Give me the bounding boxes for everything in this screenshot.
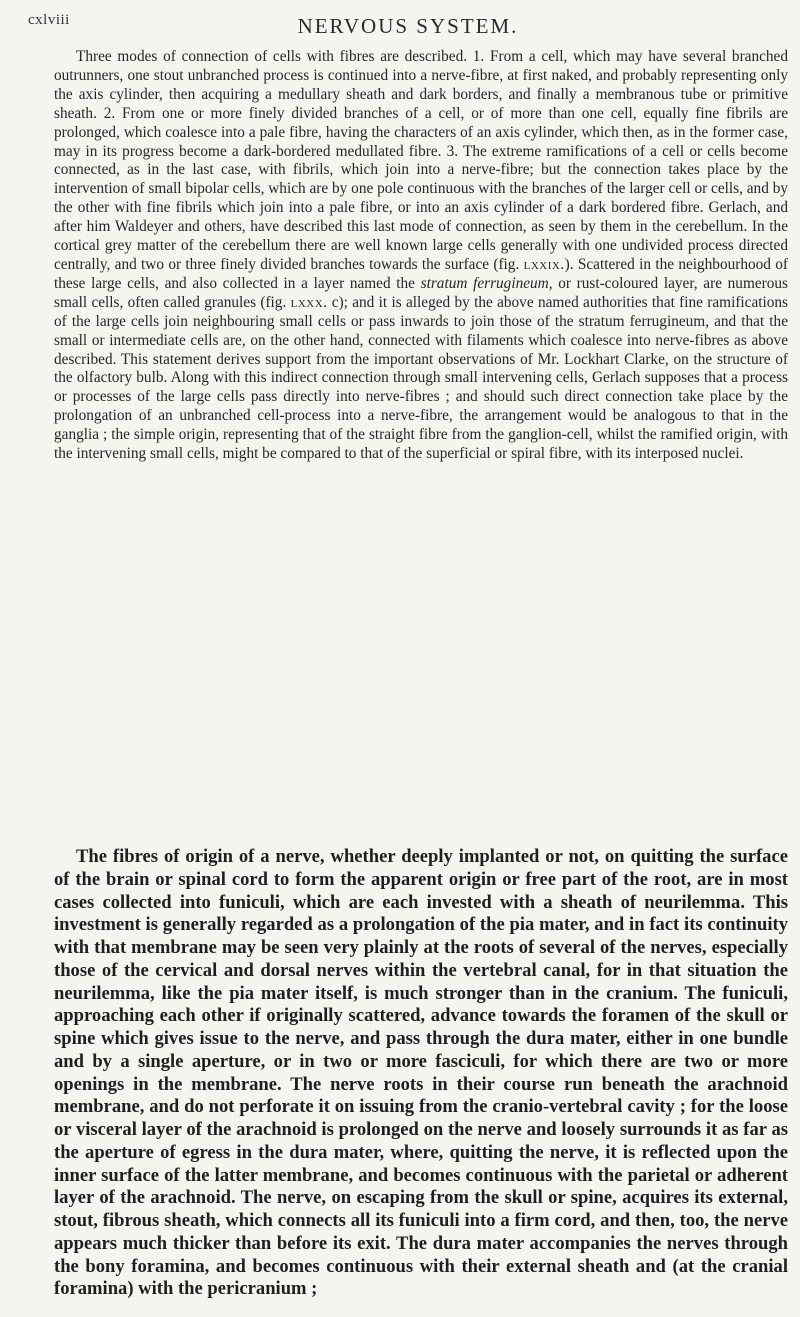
page-header xyxy=(28,6,788,46)
paragraph-segment: stratum ferrugineum, xyxy=(420,274,553,292)
paragraph-segment: c); and it is alleged by the above named authorities that fine ramifications of the large cells join neighbouring small cells or pass inwards to join those of the stratum ferrugineum, and that the small or intermediate cells are, on the other hand, connected with filaments which coalesce into nerve-fibres as above described. This statement derives support from the important observations of Mr. Lockhart Clarke, on the structure of the olfactory bulb. Along with this indirect connection through small intervening cells, Gerlach supposes that a process or processes of the large cells pass directly into nerve-fibres ; and should such direct connection take place by the prolongation of an unbranched cell-process into a nerve-fibre, the arrangement would be analogous to that in the ganglia ; the simple origin, representing that of the straight fibre from the ganglion-cell, whilst the ramified origin, with the intervening small cells, might be compared to that of the superficial or spiral fibre, with its interposed nuclei. xyxy=(54,293,788,463)
paragraph-segment: Three modes of connection of cells with fibres are described. 1. From a cell, which may have several branched outrunners, one stout unbranched process is continued into a nerve-fibre, at first naked, and probably representing only the axis cylinder, then acquiring a medullary sheath and dark borders, and finally a membranous tube or primitive sheath. 2. From one or more finely divided branches of a cell, or of more than one cell, equally fine fibrils are prolonged, which coalesce into a pale fibre, having the characters of an axis cylinder, which then, as in the former case, may in its progress become a dark-bordered medullated fibre. 3. The extreme ramifications of a cell or cells become connected, as in the last case, with fibrils, which join into a nerve-fibre; but the connection takes place by the intervention of small bipolar cells, which are by one pole continuous with the branches of the larger cell or cells, and by the other with fine fibrils which join into a pale fibre, or into an axis cylinder of a dark bordered fibre. Gerlach, and after him Waldeyer and others, have described this last mode of connection, as seen by them in the cerebellum. In the cortical grey matter of the cerebellum there are well known large cells generally with one undivided process directed centrally, and two or three finely divided branches towards the surface (fig. xyxy=(54,48,788,273)
paragraph-segment: or rust-coloured layer, are numerous small cells, often called granules (fig. xyxy=(54,274,788,311)
paragraph-segment: lxxix. xyxy=(523,255,565,273)
paragraph-fibres-of-origin xyxy=(54,846,788,1301)
page-number: cxlviii xyxy=(28,12,70,28)
running-title: NERVOUS SYSTEM. xyxy=(297,14,519,38)
paragraph-segment: ). Scattered in the neighbourhood of these large cells, and also collected in a layer named the xyxy=(54,255,788,292)
paragraph-segment: lxxx. xyxy=(290,293,328,311)
paragraph-modes-of-connection xyxy=(54,48,788,464)
paragraph-fibres-of-origin-text: The fibres of origin of a nerve, whether deeply implanted or not, on quitting the surface of the brain or spinal cord to form the apparent origin or free part of the root, are in most cases collected into funiculi, which are each invested with a sheath of neurilemma. This investment is generally regarded as a prolongation of the pia mater, and in fact its continuity with that membrane may be seen very plainly at the roots of several of the nerves, especially those of the cervical and dorsal nerves within the vertebral canal, for in that situation the neurilemma, like the pia mater itself, is much stronger than in the cranium. The funiculi, approaching each other if originally scattered, advance towards the foramen of the skull or spine which gives issue to the nerve, and pass through the dura mater, either in one bundle and by a single aperture, or in two or more fasciculi, for which there are two or more openings in the membrane. The nerve roots in their course run beneath the arachnoid membrane, and do not perforate it on issuing from the cranio-vertebral cavity ; for the loose or visceral layer of the arachnoid is prolonged on the nerve and loosely surrounds it as far as the aperture of egress in the dura mater, where, quitting the nerve, it is reflected upon the inner surface of the latter membrane, and becomes continuous with the parietal or adherent layer of the arachnoid. The nerve, on escaping from the skull or spine, acquires its external, stout, fibrous sheath, which connects all its funiculi into a firm cord, and then, too, the nerve appears much thicker than before its exit. The dura mater accompanies the nerves through the bony foramina, and becomes continuous with their external sheath and (at the cranial foramina) with the pericranium ; xyxy=(54,846,788,1300)
